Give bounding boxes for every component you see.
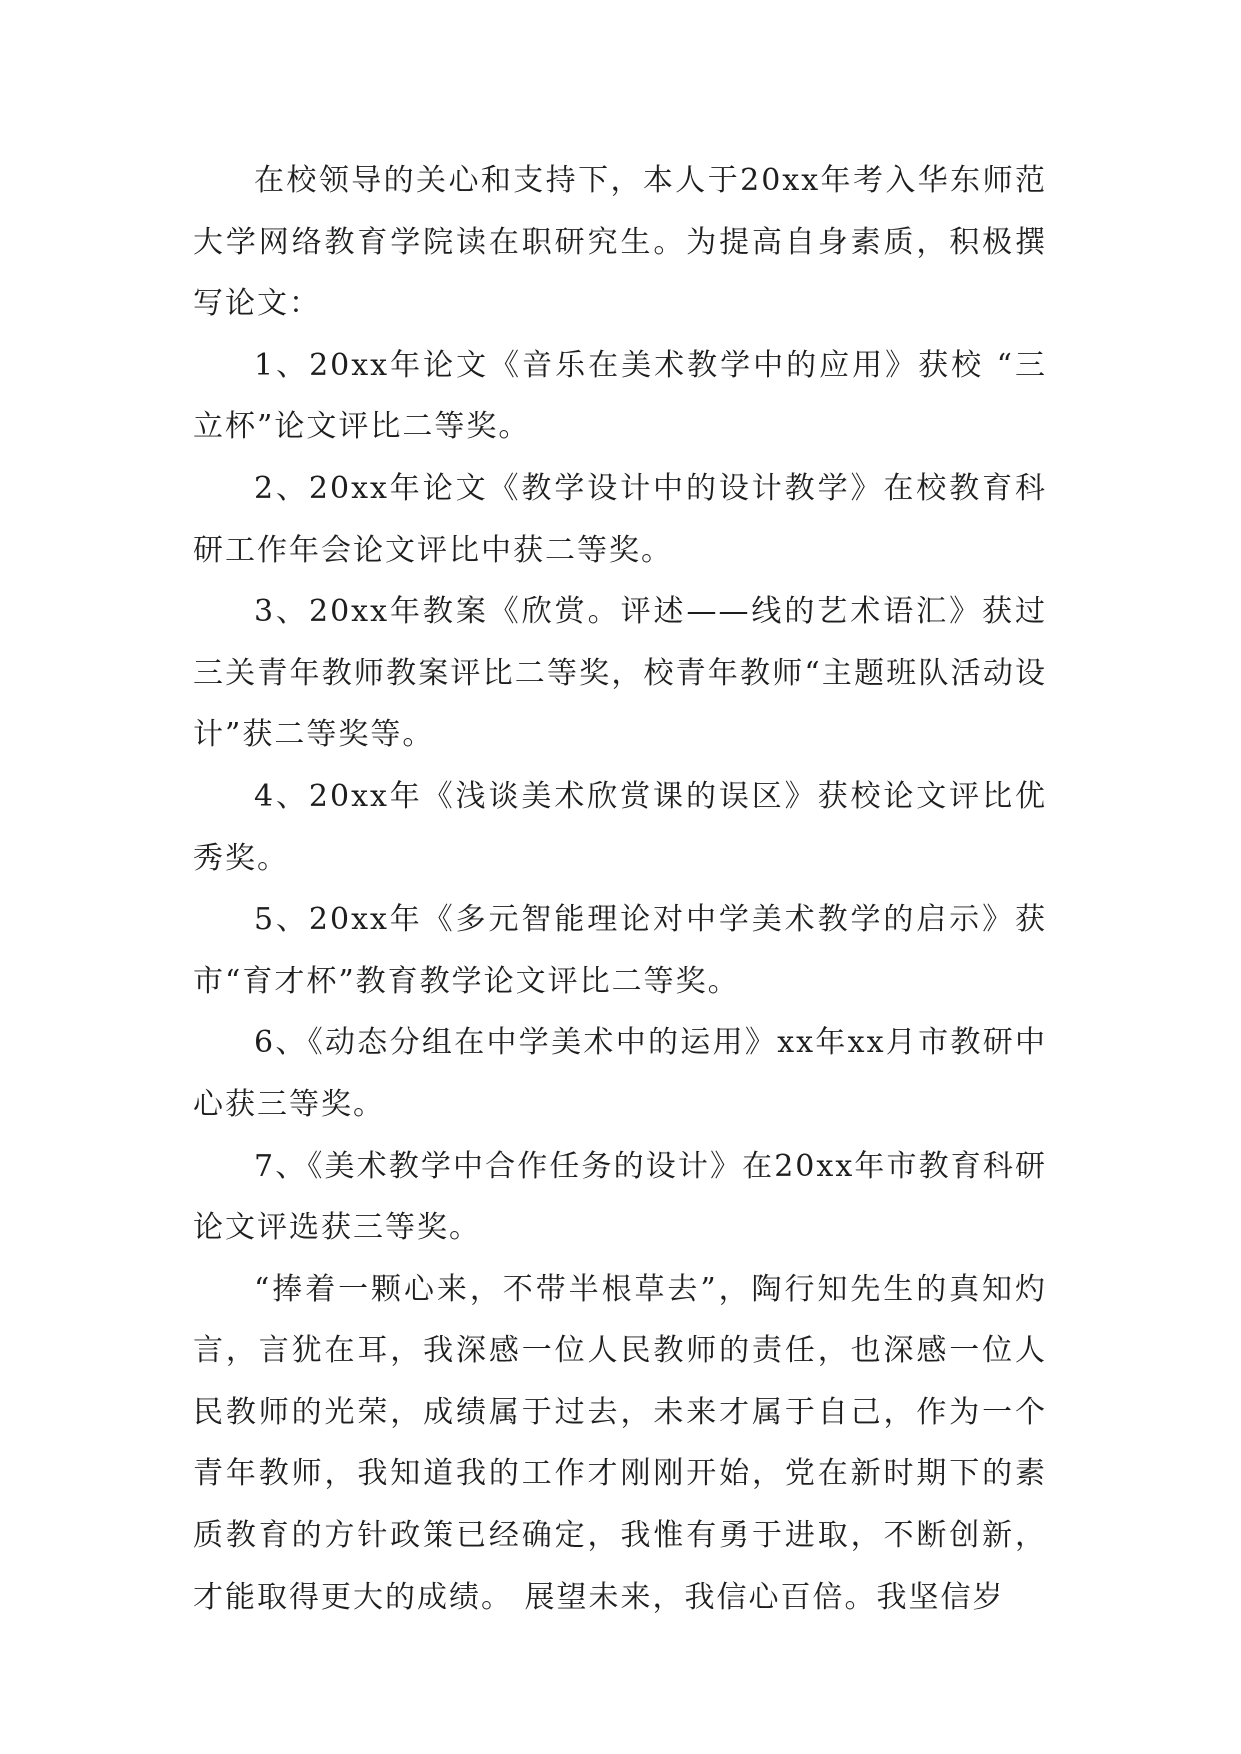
intro-paragraph: 在校领导的关心和支持下，本人于20xx年考入华东师范大学网络教育学院读在职研究生。为提高自身素质，积极撰写论文：: [193, 163, 1047, 322]
list-item: 2、20xx年论文《教学设计中的设计教学》在校教育科研工作年会论文评比中获二等奖。: [193, 470, 1047, 568]
list-item: 7、《美术教学中合作任务的设计》在20xx年市教育科研论文评选获三等奖。: [193, 1148, 1047, 1246]
list-item: 6、《动态分组在中学美术中的运用》xx年xx月市教研中心获三等奖。: [193, 1025, 1047, 1122]
list-item: 3、20xx年教案《欣赏。评述——线的艺术语汇》获过三关青年教师教案评比二等奖，校青年教师“主题班队活动设计”获二等奖等。: [193, 594, 1047, 753]
document-body: [193, 150, 1047, 1628]
list-item: 4、20xx年《浅谈美术欣赏课的误区》获校论文评比优秀奖。: [193, 778, 1047, 876]
closing-paragraph: “捧着一颗心来，不带半根草去”，陶行知先生的真知灼言，言犹在耳，我深感一位人民教师的责任，也深感一位人民教师的光荣，成绩属于过去，未来才属于自己，作为一个青年教师，我知道我的工作才刚刚开始，党在新时期下的素质教育的方针政策已经确定，我惟有勇于进取，不断创新，才能取得更大的成绩。 展望未来，我信心百倍。我坚信岁: [193, 1271, 1047, 1615]
list-item: 1、20xx年论文《音乐在美术教学中的应用》获校 “三立杯”论文评比二等奖。: [193, 347, 1047, 445]
list-item: 5、20xx年《多元智能理论对中学美术教学的启示》获市“育才杯”教育教学论文评比二等奖。: [193, 902, 1047, 999]
